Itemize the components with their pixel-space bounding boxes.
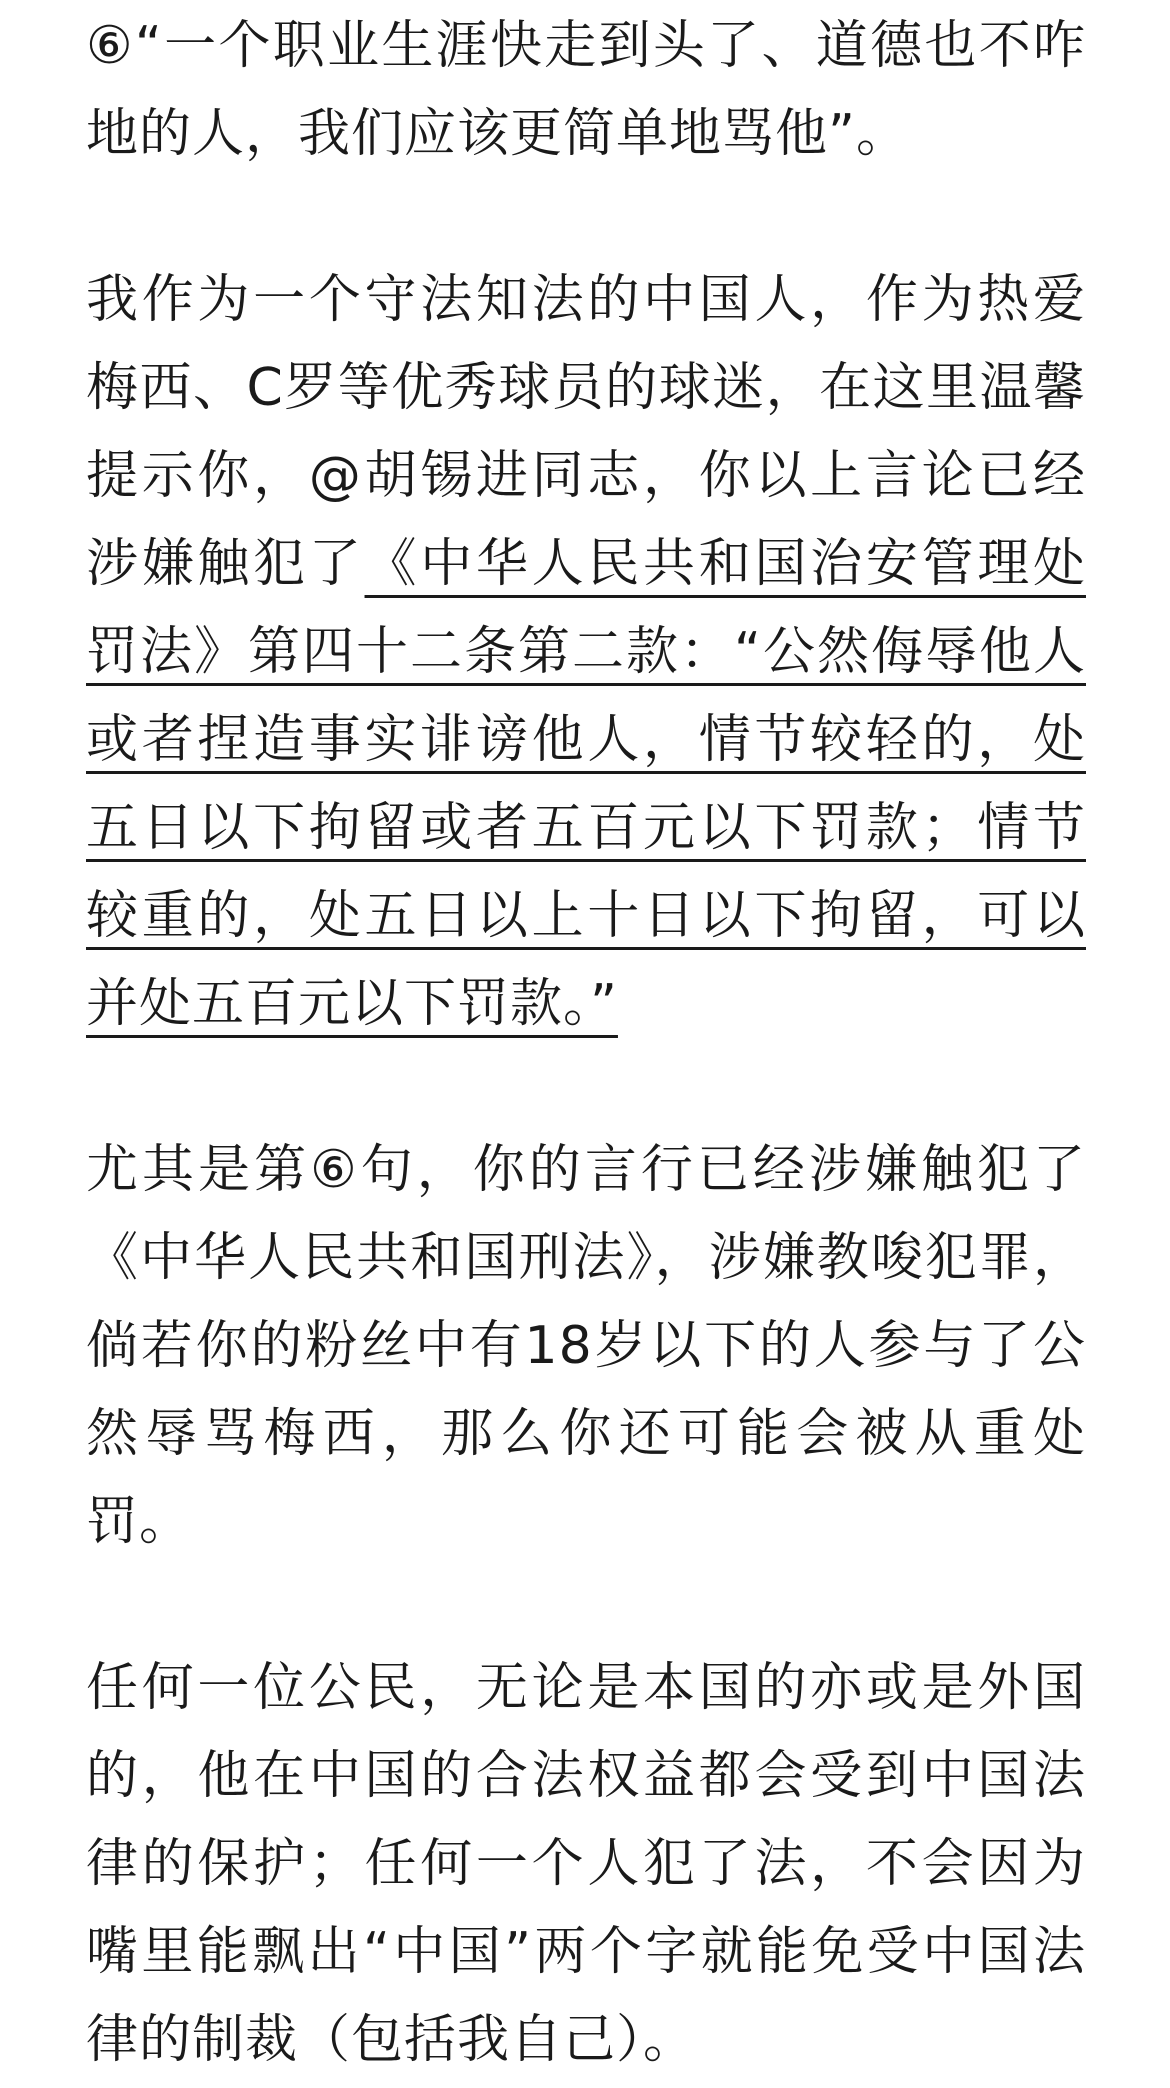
paragraph-criminal-law: 尤其是第⑥句，你的言行已经涉嫌触犯了《中华人民共和国刑法》，涉嫌教唆犯罪，倘若你的粉丝中有18岁以下的人参与了公然辱骂梅西，那么你还可能会被从重处罚。 [86, 1140, 1086, 1552]
article-body [86, 0, 1086, 2084]
paragraph-legal-reminder-text: 我作为一个守法知法的中国人，作为热爱梅西、C罗等优秀球员的球迷，在这里温馨提示你，@胡锡进同志，你以上言论已经涉嫌触犯了 [86, 270, 1086, 594]
paragraph-equal-protection: 任何一位公民，无论是本国的亦或是外国的，他在中国的合法权益都会受到中国法律的保护；任何一个人犯了法，不会因为嘴里能飘出“中国”两个字就能免受中国法律的制裁（包括我自己）。 [86, 1658, 1086, 2070]
paragraph-legal-reminder [86, 256, 1086, 1048]
paragraph-quote-six: ⑥“一个职业生涯快走到头了、道德也不咋地的人，我们应该更简单地骂他”。 [86, 16, 1086, 164]
public-security-law-link[interactable]: 《中华人民共和国治安管理处罚法》第四十二条第二款：“公然侮辱他人或者捏造事实诽谤他人，情节较轻的，处五日以下拘留或者五百元以下罚款；情节较重的，处五日以上十日以下拘留，可以并处五百元以下罚款。” [86, 534, 1086, 1034]
